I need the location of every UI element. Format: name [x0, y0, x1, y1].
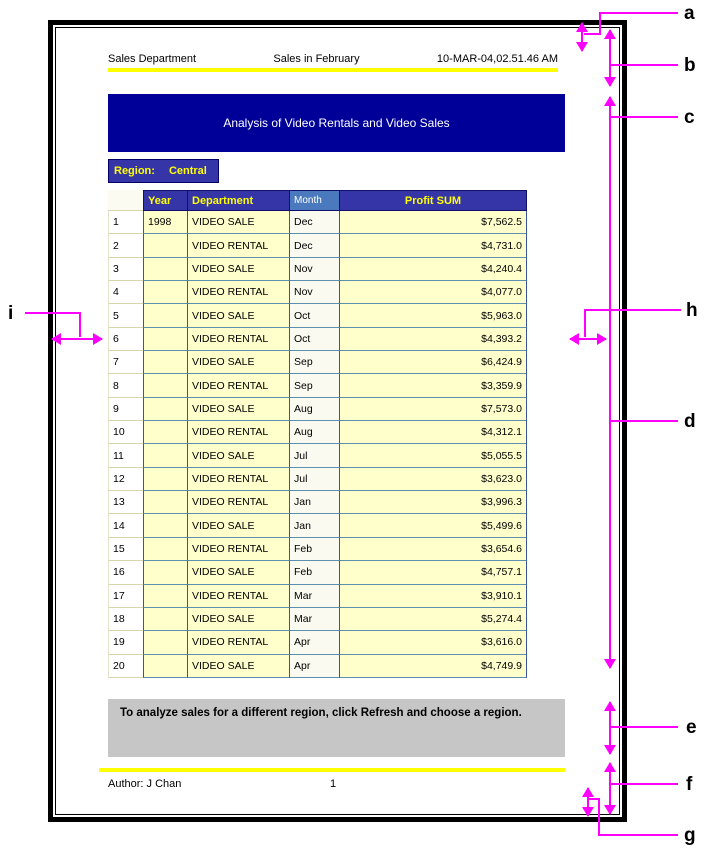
profit-cell: $7,573.0 — [340, 398, 527, 421]
year-cell — [143, 538, 188, 561]
report-title: Analysis of Video Rentals and Video Sales — [223, 116, 450, 130]
year-cell: 1998 — [143, 211, 188, 234]
year-cell — [143, 491, 188, 514]
region-value: Central — [168, 165, 207, 177]
department-cell: VIDEO RENTAL — [188, 328, 290, 351]
department-cell: VIDEO SALE — [188, 561, 290, 584]
region-label: Region: — [114, 165, 155, 177]
report-header — [108, 53, 558, 65]
row-number-cell: 4 — [108, 281, 143, 304]
annotation-label-e: e — [686, 717, 697, 738]
annotation-label-b: b — [684, 55, 696, 76]
row-number-cell: 7 — [108, 351, 143, 374]
annotation-label-f: f — [686, 774, 693, 795]
profit-cell: $4,749.9 — [340, 655, 527, 678]
region-bar — [108, 159, 219, 183]
month-cell: Oct — [290, 328, 340, 351]
row-number-cell: 6 — [108, 328, 143, 351]
row-number-cell: 10 — [108, 421, 143, 444]
month-cell: Jan — [290, 491, 340, 514]
department-cell: VIDEO SALE — [188, 258, 290, 281]
report-title-banner — [108, 94, 565, 152]
year-cell — [143, 561, 188, 584]
profit-cell: $3,359.9 — [340, 374, 527, 397]
profit-cell: $4,731.0 — [340, 234, 527, 257]
annotation-label-d: d — [684, 411, 696, 432]
year-cell — [143, 468, 188, 491]
month-cell: Apr — [290, 655, 340, 678]
department-cell: VIDEO SALE — [188, 514, 290, 537]
profit-cell: $5,055.5 — [340, 444, 527, 467]
profit-cell: $7,562.5 — [340, 211, 527, 234]
row-number-cell: 13 — [108, 491, 143, 514]
note-text: To analyze sales for a different region, click Refresh and choose a region. — [120, 707, 522, 719]
profit-cell: $3,910.1 — [340, 585, 527, 608]
annotation-label-i: i — [8, 303, 14, 324]
department-cell: VIDEO RENTAL — [188, 374, 290, 397]
row-number-cell: 19 — [108, 631, 143, 654]
row-number-cell: 2 — [108, 234, 143, 257]
column-header-rownum — [108, 190, 143, 211]
year-cell — [143, 304, 188, 327]
department-cell: VIDEO RENTAL — [188, 491, 290, 514]
footer-yellow-rule — [99, 768, 565, 772]
month-cell: Jan — [290, 514, 340, 537]
row-number-cell: 18 — [108, 608, 143, 631]
year-cell — [143, 421, 188, 444]
year-cell — [143, 631, 188, 654]
row-number-cell: 12 — [108, 468, 143, 491]
month-cell: Mar — [290, 585, 340, 608]
row-number-cell: 15 — [108, 538, 143, 561]
header-date-text: 10-MAR-04,02.51.46 AM — [436, 53, 558, 65]
department-cell: VIDEO RENTAL — [188, 234, 290, 257]
profit-cell: $4,312.1 — [340, 421, 527, 444]
department-cell: VIDEO RENTAL — [188, 538, 290, 561]
department-cell: VIDEO RENTAL — [188, 468, 290, 491]
month-cell: Sep — [290, 374, 340, 397]
profit-cell: $3,623.0 — [340, 468, 527, 491]
row-number-cell: 11 — [108, 444, 143, 467]
department-cell: VIDEO SALE — [188, 608, 290, 631]
month-cell: Aug — [290, 421, 340, 444]
month-cell: Oct — [290, 304, 340, 327]
row-number-cell: 3 — [108, 258, 143, 281]
year-cell — [143, 258, 188, 281]
month-cell: Sep — [290, 351, 340, 374]
year-cell — [143, 234, 188, 257]
footer-page-number: 1 — [329, 778, 337, 790]
annotation-label-h: h — [686, 300, 698, 321]
month-cell: Aug — [290, 398, 340, 421]
year-cell — [143, 444, 188, 467]
month-cell: Feb — [290, 538, 340, 561]
department-cell: VIDEO SALE — [188, 444, 290, 467]
month-cell: Feb — [290, 561, 340, 584]
header-center-text: Sales in February — [273, 53, 360, 65]
header-yellow-rule — [108, 68, 558, 72]
row-number-cell: 5 — [108, 304, 143, 327]
annotation-label-c: c — [684, 107, 695, 128]
month-cell: Jul — [290, 468, 340, 491]
profit-cell: $3,996.3 — [340, 491, 527, 514]
annotation-label-g: g — [684, 825, 696, 846]
row-number-cell: 8 — [108, 374, 143, 397]
year-cell — [143, 328, 188, 351]
department-cell: VIDEO RENTAL — [188, 585, 290, 608]
department-cell: VIDEO RENTAL — [188, 281, 290, 304]
year-cell — [143, 585, 188, 608]
profit-cell: $3,654.6 — [340, 538, 527, 561]
row-number-cell: 1 — [108, 211, 143, 234]
month-cell: Nov — [290, 258, 340, 281]
month-cell: Nov — [290, 281, 340, 304]
column-header-month: Month — [290, 190, 340, 211]
profit-cell: $5,963.0 — [340, 304, 527, 327]
row-number-cell: 9 — [108, 398, 143, 421]
month-cell: Dec — [290, 234, 340, 257]
department-cell: VIDEO SALE — [188, 304, 290, 327]
year-cell — [143, 351, 188, 374]
annotation-label-a: a — [684, 3, 695, 24]
profit-cell: $5,274.4 — [340, 608, 527, 631]
department-cell: VIDEO SALE — [188, 351, 290, 374]
year-cell — [143, 608, 188, 631]
department-cell: VIDEO SALE — [188, 398, 290, 421]
profit-cell: $4,240.4 — [340, 258, 527, 281]
department-cell: VIDEO SALE — [188, 655, 290, 678]
year-cell — [143, 514, 188, 537]
profit-cell: $6,424.9 — [340, 351, 527, 374]
footer-author: Author: J Chan — [108, 778, 182, 790]
row-number-cell: 17 — [108, 585, 143, 608]
column-header-profit: Profit SUM — [340, 190, 527, 211]
month-cell: Mar — [290, 608, 340, 631]
row-number-cell: 14 — [108, 514, 143, 537]
year-cell — [143, 655, 188, 678]
note-box — [108, 699, 565, 757]
year-cell — [143, 374, 188, 397]
year-cell — [143, 398, 188, 421]
column-header-year: Year — [143, 190, 188, 211]
department-cell: VIDEO RENTAL — [188, 631, 290, 654]
row-number-cell: 16 — [108, 561, 143, 584]
month-cell: Dec — [290, 211, 340, 234]
report-table — [108, 190, 527, 678]
column-header-department: Department — [188, 190, 290, 211]
report-footer — [108, 778, 558, 790]
profit-cell: $4,077.0 — [340, 281, 527, 304]
profit-cell: $5,499.6 — [340, 514, 527, 537]
profit-cell: $4,757.1 — [340, 561, 527, 584]
department-cell: VIDEO SALE — [188, 211, 290, 234]
profit-cell: $4,393.2 — [340, 328, 527, 351]
department-cell: VIDEO RENTAL — [188, 421, 290, 444]
header-left-text: Sales Department — [108, 53, 197, 65]
month-cell: Apr — [290, 631, 340, 654]
year-cell — [143, 281, 188, 304]
profit-cell: $3,616.0 — [340, 631, 527, 654]
row-number-cell: 20 — [108, 655, 143, 678]
month-cell: Jul — [290, 444, 340, 467]
